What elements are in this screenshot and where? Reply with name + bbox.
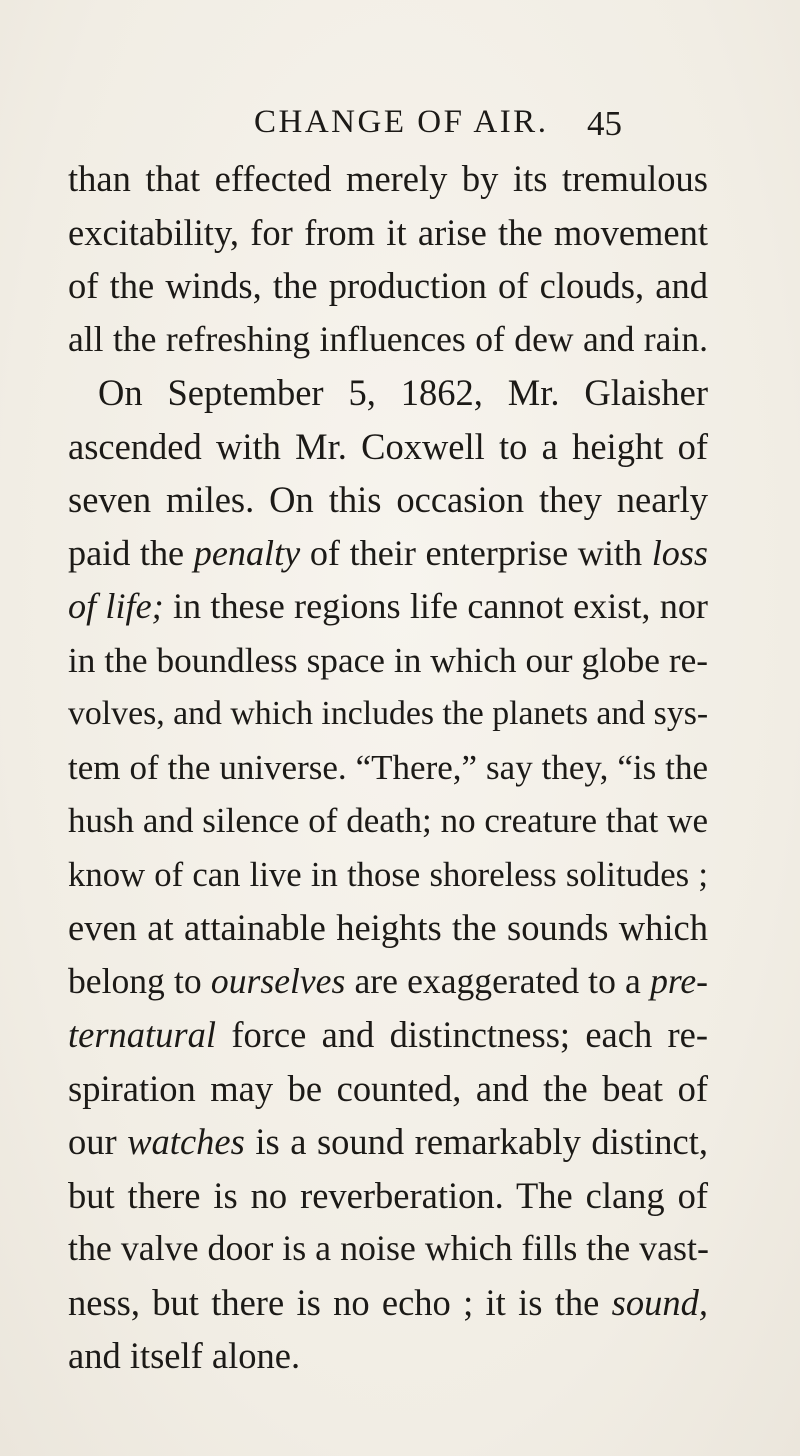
text-line <box>68 1276 708 1330</box>
text-line <box>68 527 708 581</box>
chapter-title: CHANGE OF AIR. <box>254 104 549 140</box>
text-segment: ascended with Mr. Coxwell to a height of <box>68 425 708 467</box>
italic-text: sound, <box>611 1281 708 1323</box>
text-segment: our <box>68 1121 128 1162</box>
text-line <box>68 1062 708 1116</box>
text-segment: is a sound remarkably distinct, <box>244 1121 709 1162</box>
text-line <box>68 1169 708 1223</box>
text-line <box>68 1115 708 1169</box>
text-segment: even at attainable heights the sounds which <box>68 907 708 948</box>
text-line <box>68 1222 708 1276</box>
text-line <box>68 634 708 688</box>
text-line <box>68 259 708 313</box>
text-segment: belong to <box>68 960 211 1001</box>
text-line <box>68 1008 708 1062</box>
text-segment: than that effected merely by its tremulous <box>68 158 708 199</box>
text-line <box>68 420 708 474</box>
text-segment: in the boundless space in which our globe re- <box>68 640 708 680</box>
text-line <box>68 473 708 527</box>
page-number: 45 <box>587 104 622 143</box>
text-line <box>68 206 708 260</box>
text-line <box>68 794 708 848</box>
text-segment: spiration may be counted, and the beat of <box>68 1067 708 1109</box>
text-line <box>68 901 708 955</box>
text-line <box>68 687 708 741</box>
text-segment: volves, and which includes the planets and sys- <box>68 695 709 732</box>
text-segment: On September 5, 1862, Mr. Glaisher <box>98 372 708 413</box>
text-segment: excitability, for from it arise the movement <box>68 211 708 253</box>
running-head <box>0 104 800 144</box>
text-segment: force and distinctness; each re- <box>216 1014 708 1055</box>
text-segment: tem of the universe. “There,” say they, “is the <box>68 747 708 787</box>
text-line <box>68 152 708 206</box>
italic-text: penalty <box>193 532 301 573</box>
text-segment: hush and silence of death; no creature that we <box>68 801 708 840</box>
text-segment: the valve door is a noise which fills the vast- <box>68 1228 709 1268</box>
text-segment: but there is no reverberation. The clang of <box>68 1174 708 1216</box>
text-line <box>68 955 708 1009</box>
text-line <box>68 313 708 367</box>
text-line <box>68 848 708 902</box>
body-text <box>68 152 708 1383</box>
italic-text: pre- <box>650 960 709 1001</box>
text-segment: of the winds, the production of clouds, and <box>68 265 708 306</box>
text-segment: seven miles. On this occasion they nearly <box>68 479 708 520</box>
text-line <box>68 366 708 420</box>
italic-text: watches <box>127 1121 245 1162</box>
text-segment: paid the <box>68 532 194 573</box>
text-segment: are exaggerated to a <box>345 960 651 1001</box>
text-segment: ness, but there is no echo ; it is the <box>68 1281 612 1323</box>
text-segment: and itself alone. <box>68 1335 301 1376</box>
italic-text: of life; <box>68 586 164 626</box>
text-segment: in these regions life cannot exist, nor <box>163 586 708 626</box>
italic-text: ourselves <box>210 960 346 1001</box>
text-segment: all the refreshing influences of dew and rain. <box>68 318 708 359</box>
text-line <box>68 580 708 634</box>
text-segment: know of can live in those shoreless solitudes ; <box>68 854 708 894</box>
italic-text: loss <box>651 532 709 573</box>
text-line <box>68 1329 708 1383</box>
text-line <box>68 741 708 795</box>
italic-text: ternatural <box>68 1014 217 1055</box>
text-segment: of their enterprise with <box>300 532 652 573</box>
